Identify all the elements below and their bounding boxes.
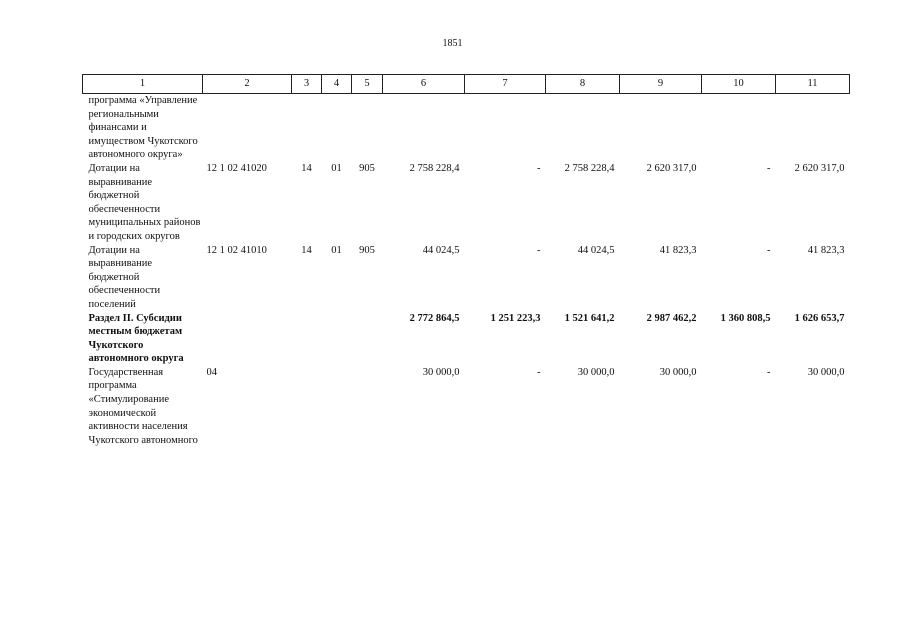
row-value-6 (383, 94, 465, 162)
row-value-7: - (537, 162, 541, 174)
row-value-8 (546, 94, 620, 162)
row-value-11: 30 000,0 (807, 366, 845, 378)
row-value-10: - (767, 162, 771, 174)
column-header-10: 10 (702, 75, 776, 94)
row-subsection: 01 (331, 162, 342, 174)
row-value-9: 41 823,3 (659, 244, 697, 256)
row-value-11: 41 823,3 (807, 244, 845, 256)
row-value-8: 30 000,0 (577, 366, 615, 378)
row-department (352, 94, 383, 162)
row-value-10: - (767, 244, 771, 256)
table-body (83, 94, 850, 448)
row-code: 04 (206, 366, 217, 378)
row-code (203, 94, 292, 162)
column-header-2: 2 (203, 75, 292, 94)
row-section: 14 (301, 244, 312, 256)
row-value-6: 30 000,0 (422, 366, 460, 378)
row-value-7: - (537, 244, 541, 256)
row-subsection (322, 366, 352, 448)
header-row (83, 75, 850, 94)
row-department: 905 (359, 162, 375, 174)
row-section (292, 312, 322, 366)
column-header-1: 1 (83, 75, 203, 94)
row-name: Дотации на выравнивание бюджетной обеспеченности поселений (88, 244, 161, 310)
row-value-9: 2 620 317,0 (646, 162, 697, 174)
row-name: Государственная программа «Стимулирование экономической активности населения Чукотского автономного (88, 366, 198, 446)
row-name: Дотации на выравнивание бюджетной обеспеченности муниципальных районов и городских округов (88, 162, 201, 242)
row-value-11: 1 626 653,7 (794, 312, 845, 324)
table-row (83, 162, 850, 244)
page-number: 1851 (442, 38, 463, 49)
budget-table (82, 74, 850, 447)
row-value-10: 1 360 808,5 (720, 312, 771, 324)
row-department (352, 366, 383, 448)
row-department (352, 312, 383, 366)
row-value-6: 2 758 228,4 (409, 162, 460, 174)
column-header-11: 11 (776, 75, 850, 94)
row-department: 905 (359, 244, 375, 256)
row-subsection (322, 94, 352, 162)
row-subsection (322, 312, 352, 366)
table-row (83, 244, 850, 312)
column-header-4: 4 (322, 75, 352, 94)
row-value-7: - (537, 366, 541, 378)
column-header-8: 8 (546, 75, 620, 94)
row-value-11 (776, 94, 850, 162)
column-header-7: 7 (465, 75, 546, 94)
row-code (203, 312, 292, 366)
table-row (83, 366, 850, 448)
column-header-9: 9 (620, 75, 702, 94)
row-code: 12 1 02 41010 (206, 244, 267, 256)
table-row (83, 94, 850, 162)
row-value-7: 1 251 223,3 (490, 312, 541, 324)
column-header-3: 3 (292, 75, 322, 94)
table-header (83, 75, 850, 94)
column-header-6: 6 (383, 75, 465, 94)
table-row (83, 312, 850, 366)
row-value-6: 44 024,5 (422, 244, 460, 256)
row-name: программа «Управление региональными финансами и имуществом Чукотского автономного округа» (88, 95, 198, 161)
column-header-5: 5 (352, 75, 383, 94)
row-subsection: 01 (331, 244, 342, 256)
row-section: 14 (301, 162, 312, 174)
row-value-10 (702, 94, 776, 162)
row-section (292, 94, 322, 162)
row-value-8: 44 024,5 (577, 244, 615, 256)
row-code: 12 1 02 41020 (206, 162, 267, 174)
row-value-9: 30 000,0 (659, 366, 697, 378)
row-section (292, 366, 322, 448)
row-value-9 (620, 94, 702, 162)
row-value-7 (465, 94, 546, 162)
row-value-8: 1 521 641,2 (564, 312, 615, 324)
row-value-11: 2 620 317,0 (794, 162, 845, 174)
row-name: Раздел II. Субсидии местным бюджетам Чукотского автономного округа (88, 312, 184, 365)
row-value-10: - (767, 366, 771, 378)
row-value-8: 2 758 228,4 (564, 162, 615, 174)
row-value-9: 2 987 462,2 (646, 312, 697, 324)
row-value-6: 2 772 864,5 (409, 312, 460, 324)
